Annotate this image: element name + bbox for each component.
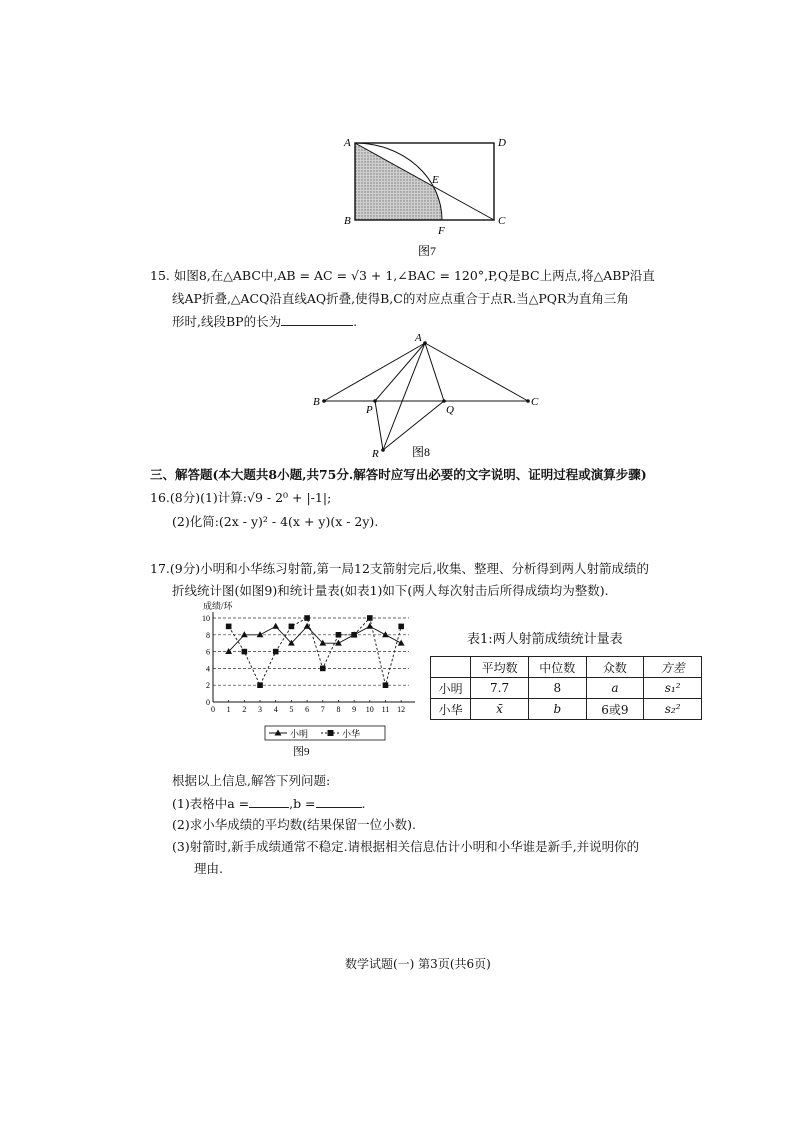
x-tick-label: 4 xyxy=(273,705,278,714)
x-tick-label: 10 xyxy=(365,705,374,714)
table-header: 方差 xyxy=(644,657,702,678)
q17-line2: 折线统计图(如图9)和统计量表(如表1)如下(两人每次射击后所得成绩均为整数). xyxy=(172,583,609,598)
table-cell: a xyxy=(586,678,644,699)
legend-label-xiaohua: 小华 xyxy=(342,729,361,739)
table-cell: b xyxy=(528,699,586,720)
q17-sub3-line1: (3)射箭时,新手成绩通常不稳定.请根据相关信息估计小明和小华谁是新手,并说明你的 xyxy=(172,839,640,854)
q17-sub3-line2: 理由. xyxy=(194,861,223,876)
data-point-square xyxy=(336,632,342,638)
table-cell xyxy=(431,657,471,678)
y-tick-label: 6 xyxy=(206,647,210,657)
data-point-triangle xyxy=(241,631,248,637)
label-b: B xyxy=(344,215,351,227)
x-tick-label: 3 xyxy=(258,705,263,714)
segment-ar xyxy=(383,343,425,450)
table-header: 众数 xyxy=(586,657,644,678)
x-tick-label: 8 xyxy=(336,705,341,714)
y-tick-label: 8 xyxy=(206,630,210,640)
x-tick-label: 5 xyxy=(289,705,294,714)
table-cell: 7.7 xyxy=(471,678,529,699)
q15-line1: 15. 如图8,在△ABC中,AB = AC = √3 + 1,∠BAC = 120°,P,Q是BC上两点,将△ABP沿直 xyxy=(150,268,655,283)
q17-a-blank[interactable] xyxy=(249,795,289,808)
legend-square-marker xyxy=(328,730,334,736)
q16-line1: 16.(8分)(1)计算:√9 - 2⁰ + |-1|; xyxy=(150,490,332,505)
x-tick-label: 7 xyxy=(320,705,325,714)
segment-ab xyxy=(324,343,425,401)
label-c: C xyxy=(531,396,539,408)
data-point-square xyxy=(273,649,279,655)
fig9-caption: 图9 xyxy=(293,746,310,758)
data-point-square xyxy=(289,624,295,630)
y-tick-label: 10 xyxy=(202,614,210,623)
data-point-square xyxy=(398,624,404,630)
label-a: A xyxy=(415,332,422,344)
table-row xyxy=(431,678,702,699)
label-a: A xyxy=(344,137,351,149)
y-tick-label: 4 xyxy=(206,664,210,674)
statistics-table xyxy=(430,656,702,720)
table-cell: x̄ xyxy=(471,699,529,720)
y-axis-label: 成绩/环 xyxy=(203,601,233,611)
data-point-square xyxy=(383,682,389,688)
q15-line3 xyxy=(172,313,357,330)
data-point-square xyxy=(320,666,326,672)
q17-b-blank[interactable] xyxy=(316,795,362,808)
q15-line3-text: 形时,线段BP的长为 xyxy=(172,314,282,329)
q17-sub1-b: ,b = xyxy=(289,796,316,811)
label-r: R xyxy=(372,448,379,460)
segment-pr xyxy=(375,401,383,450)
q15-line2: 线AP折叠,△ACQ沿直线AQ折叠,使得B,C的对应点重合于点R.当△PQR为直角三角 xyxy=(172,291,629,306)
data-point-square xyxy=(367,615,373,621)
data-point-triangle xyxy=(272,623,279,629)
q17-line1: 17.(9分)小明和小华练习射箭,第一局12支箭射完后,收集、整理、分析得到两人射箭成绩的 xyxy=(150,561,649,576)
segment-ac xyxy=(425,343,528,401)
table-cell: 8 xyxy=(528,678,586,699)
label-e: E xyxy=(432,174,439,186)
section-3-heading: 三、解答题(本大题共8小题,共75分.解答时应写出必要的文字说明、证明过程或演算步骤) xyxy=(150,467,647,482)
page-footer: 数学试题(一) 第3页(共6页) xyxy=(345,957,491,971)
data-point-square xyxy=(351,632,357,638)
table1-title: 表1:两人射箭成绩统计量表 xyxy=(467,632,623,647)
x-tick-label: 1 xyxy=(226,705,231,714)
x-tick-label: 9 xyxy=(352,705,357,714)
q17-intro: 根据以上信息,解答下列问题: xyxy=(172,773,331,788)
table-header-row xyxy=(431,657,702,678)
data-point-square xyxy=(242,649,248,655)
q17-sub2: (2)求小华成绩的平均数(结果保留一位小数). xyxy=(172,817,416,832)
x-tick-label: 6 xyxy=(305,705,310,714)
table-row xyxy=(431,699,702,720)
q16-line2: (2)化简:(2x - y)² - 4(x + y)(x - 2y). xyxy=(172,514,379,529)
q15-answer-blank[interactable] xyxy=(281,313,353,326)
table-header: 平均数 xyxy=(471,657,529,678)
x-tick-label: 0 xyxy=(211,705,215,714)
shaded-region xyxy=(355,143,442,220)
table-cell: 小华 xyxy=(431,699,471,720)
q17-sub1-end: . xyxy=(361,796,366,811)
data-point-square xyxy=(226,624,232,630)
legend-label-xiaoming: 小明 xyxy=(290,729,309,739)
figure-9-chart xyxy=(195,598,425,758)
figure-8 xyxy=(308,332,548,462)
data-point-triangle xyxy=(257,631,264,637)
table-cell: 小明 xyxy=(431,678,471,699)
data-point-triangle xyxy=(382,631,389,637)
table-cell: 6或9 xyxy=(586,699,644,720)
data-point-square xyxy=(257,682,263,688)
label-d: D xyxy=(498,137,506,149)
q17-sub1-a: (1)表格中a = xyxy=(172,796,250,811)
y-tick-label: 2 xyxy=(206,681,210,691)
label-b: B xyxy=(313,396,320,408)
x-tick-label: 2 xyxy=(242,705,247,714)
data-point-square xyxy=(304,615,310,621)
data-point-triangle xyxy=(398,640,405,646)
fig7-caption: 图7 xyxy=(418,244,437,258)
label-p: P xyxy=(366,404,373,416)
q15-line3-end: . xyxy=(353,314,358,329)
label-c: C xyxy=(498,215,506,227)
table-cell: s₂² xyxy=(644,699,702,720)
label-q: Q xyxy=(446,404,454,416)
q17-sub1 xyxy=(172,795,366,812)
x-tick-label: 11 xyxy=(381,705,390,714)
figure-7 xyxy=(340,134,520,260)
table-header: 中位数 xyxy=(528,657,586,678)
table-cell: s₁² xyxy=(644,678,702,699)
fig8-caption: 图8 xyxy=(412,445,431,459)
series-line-xiaoming xyxy=(229,626,401,651)
y-tick-label: 0 xyxy=(206,698,210,707)
x-tick-label: 12 xyxy=(397,705,406,714)
segment-ap xyxy=(375,343,425,401)
label-f: F xyxy=(438,225,445,237)
